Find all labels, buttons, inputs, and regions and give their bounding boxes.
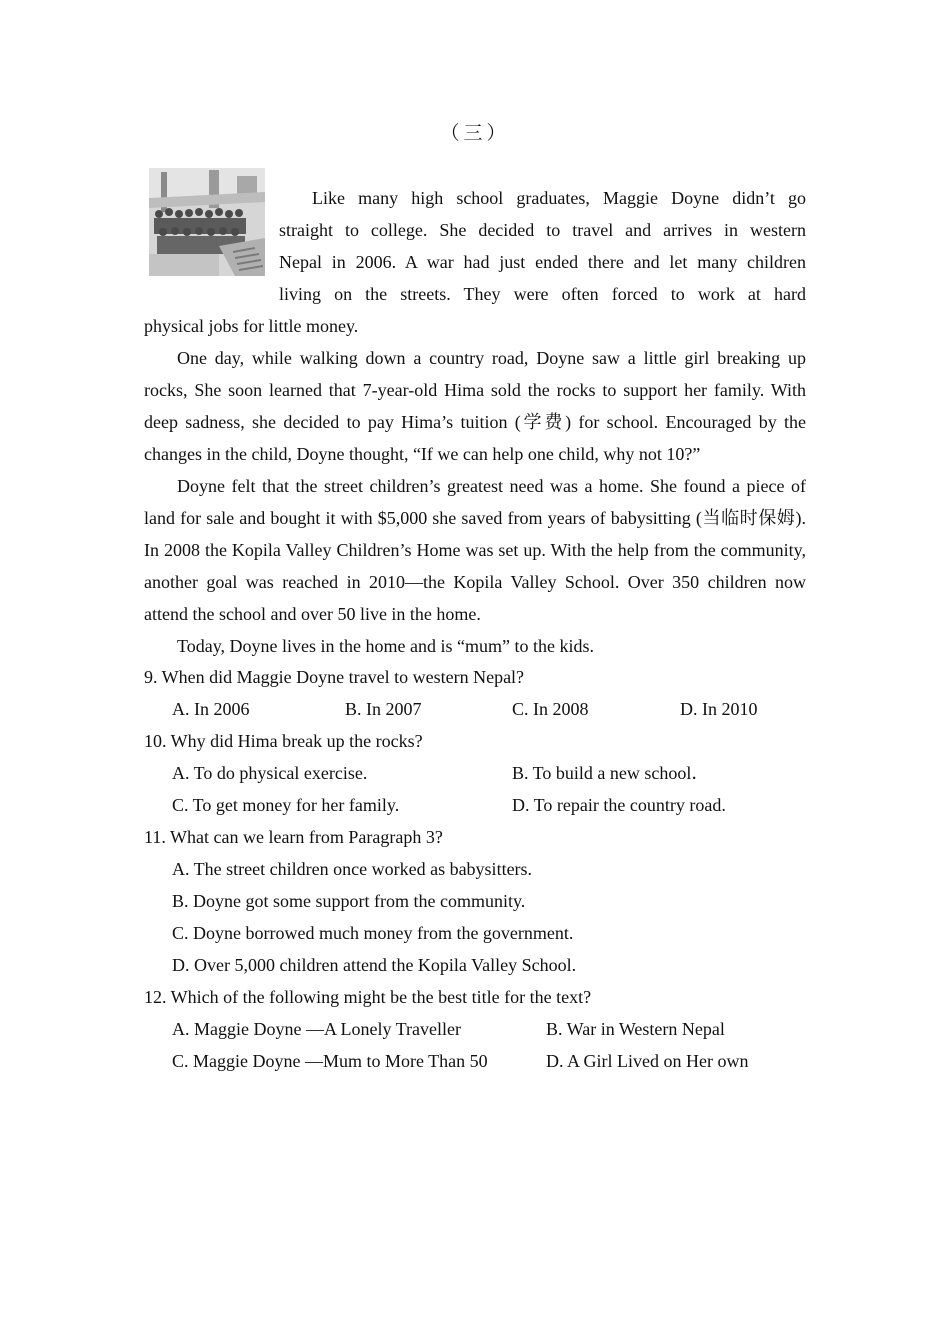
option-d[interactable]: D. A Girl Lived on Her own bbox=[546, 1051, 749, 1071]
question-list bbox=[144, 661, 806, 1077]
question-stem: 12. Which of the following might be the best title for the text? bbox=[144, 987, 592, 1007]
group-photo-image bbox=[149, 168, 265, 276]
section-title: （三） bbox=[440, 123, 510, 144]
option-c[interactable]: C. To get money for her family. bbox=[172, 795, 400, 815]
options-row bbox=[144, 1045, 806, 1077]
option-b[interactable]: B. Doyne got some support from the community. bbox=[172, 891, 526, 911]
passage-photo bbox=[149, 168, 265, 276]
option-c[interactable]: C. In 2008 bbox=[512, 699, 589, 719]
option-a[interactable]: A. In 2006 bbox=[172, 699, 250, 719]
option-d[interactable]: D. In 2010 bbox=[680, 699, 758, 719]
option-b[interactable]: B. In 2007 bbox=[345, 699, 422, 719]
paragraph-4: Today, Doyne lives in the home and is “mum” to the kids. bbox=[177, 636, 594, 656]
question-stem: 9. When did Maggie Doyne travel to western Nepal? bbox=[144, 667, 525, 687]
options-row bbox=[144, 693, 806, 725]
option-c[interactable]: C. Maggie Doyne —Mum to More Than 50 bbox=[172, 1051, 488, 1071]
options-row bbox=[144, 949, 806, 981]
paragraph-1-wrapped bbox=[279, 182, 806, 310]
options-row bbox=[144, 917, 806, 949]
question-stem: 10. Why did Hima break up the rocks? bbox=[144, 731, 423, 751]
options-row bbox=[144, 853, 806, 885]
paragraph-3: Doyne felt that the street children’s greatest need was a home. She found a piece of land for sale and bought it with $5,000 she saved from years of babysitting (当临时保姆). In 2008 the Kopila Valley Children’s Home was set up. With the help from the community, another goal was reached in 2010—the Kopila Valley School. Over 350 children now attend the school and over 50 live in the home. bbox=[144, 476, 806, 624]
option-d[interactable]: D. To repair the country road. bbox=[512, 795, 726, 815]
option-d[interactable]: D. Over 5,000 children attend the Kopila Valley School. bbox=[172, 955, 577, 975]
option-a[interactable]: A. The street children once worked as babysitters. bbox=[172, 859, 533, 879]
option-a[interactable]: A. To do physical exercise. bbox=[172, 763, 368, 783]
options-row bbox=[144, 885, 806, 917]
paragraph-1-line: Nepal in 2006. A war had just ended there and let many children bbox=[279, 252, 806, 272]
option-b[interactable]: B. To build a new school． bbox=[512, 763, 710, 783]
question-stem: 11. What can we learn from Paragraph 3? bbox=[144, 827, 443, 847]
options-row bbox=[144, 757, 806, 789]
paragraph-1-line: straight to college. She decided to travel and arrives in western bbox=[279, 220, 806, 240]
options-row bbox=[144, 789, 806, 821]
paragraph-1-line: Like many high school graduates, Maggie Doyne didn’t go bbox=[312, 188, 806, 208]
paragraph-2: One day, while walking down a country road, Doyne saw a little girl breaking up rocks, She soon learned that 7-year-old Hima sold the rocks to support her family. With deep sadness, she decided to pay Hima’s tuition (学费) for school. Encouraged by the changes in the child, Doyne thought, “If we can help one child, why not 10?” bbox=[144, 348, 806, 464]
options-row bbox=[144, 1013, 806, 1045]
option-b[interactable]: B. War in Western Nepal bbox=[546, 1019, 725, 1039]
option-c[interactable]: C. Doyne borrowed much money from the government. bbox=[172, 923, 574, 943]
paragraph-1-tail: physical jobs for little money. bbox=[144, 316, 359, 336]
paragraph-1-line: living on the streets. They were often forced to work at hard bbox=[279, 284, 806, 304]
passage-body bbox=[144, 310, 806, 662]
option-a[interactable]: A. Maggie Doyne —A Lonely Traveller bbox=[172, 1019, 461, 1039]
